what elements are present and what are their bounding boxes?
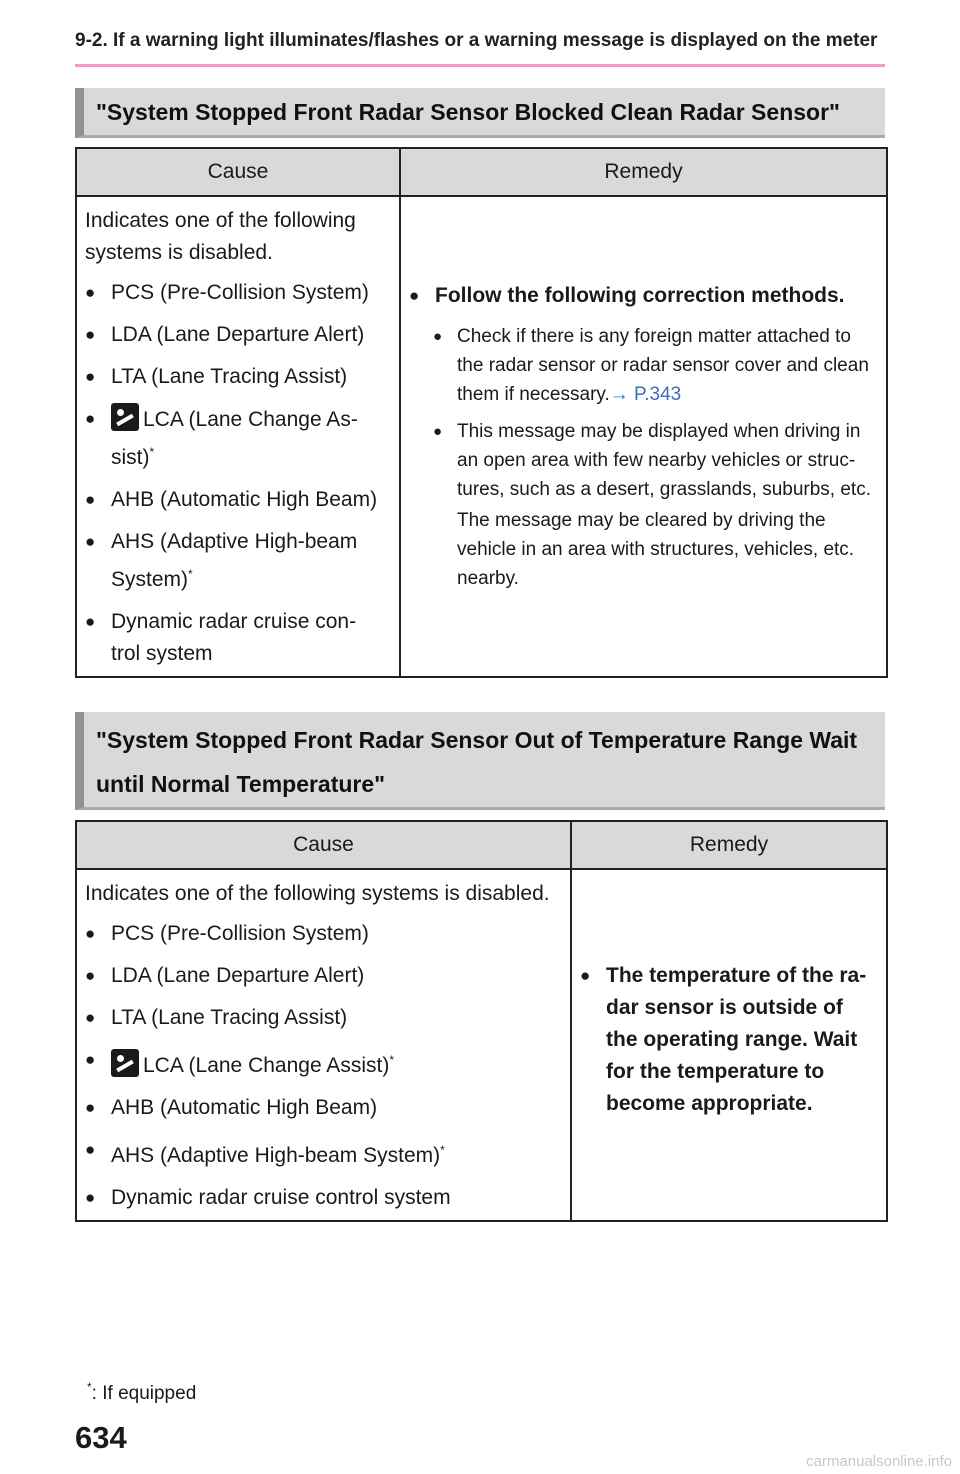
lca-icon <box>111 403 139 431</box>
list-item: ● PCS (Pre-Collision System) <box>85 918 562 950</box>
footnote-mark: * <box>440 1143 445 1157</box>
list-item: ● AHS (Adaptive High-beam System)* <box>85 1134 562 1172</box>
section1-remedy-sublist <box>409 322 878 504</box>
header-rule <box>75 64 885 67</box>
watermark: carmanualsonline.info <box>806 1453 952 1470</box>
section2-cause-list <box>85 918 562 1214</box>
section1-remedy-cell <box>400 196 887 677</box>
section1-cause-cell <box>76 196 400 677</box>
page-number: 634 <box>75 1420 127 1455</box>
section1-cause-list <box>85 277 391 670</box>
section1-cause-intro: Indicates one of the following systems is disabled. <box>85 209 356 264</box>
list-item: ● LTA (Lane Tracing Assist) <box>85 361 391 393</box>
section2-col-remedy: Remedy <box>571 821 887 869</box>
page-link[interactable]: → P.343 <box>609 384 682 405</box>
list-item: ● This message may be displayed when driving in an open area with few nearby vehicles or struc- tures, such as a desert, grasslands, suburbs, etc. <box>433 417 878 504</box>
section2-remedy-cell <box>571 869 887 1221</box>
section2-col-cause: Cause <box>76 821 571 869</box>
list-item: ● Dynamic radar cruise control system <box>85 1182 562 1214</box>
footnote-mark: * <box>87 1380 92 1394</box>
section2-cause-cell <box>76 869 571 1221</box>
list-item: ● AHB (Automatic High Beam) <box>85 1092 562 1124</box>
list-item: ● AHB (Automatic High Beam) <box>85 484 391 516</box>
list-item: ● LTA (Lane Tracing Assist) <box>85 1002 562 1034</box>
section1-remedy-note: The message may be cleared by driving the vehicle in an area with structures, vehicles, etc. nearby. <box>457 510 855 589</box>
lca-icon <box>111 1049 139 1077</box>
footnote: *: If equipped <box>87 1380 197 1404</box>
list-item: ● Check if there is any foreign matter attached to the radar sensor or radar sensor cover and clean them if necessary.→ P.343 <box>433 322 878 409</box>
page-header: 9-2. If a warning light illuminates/flashes or a warning message is displayed on the meter <box>75 30 878 51</box>
section1-remedy-list <box>409 280 878 312</box>
section2-table <box>75 820 888 1222</box>
section2-cause-intro: Indicates one of the following systems is disabled. <box>85 882 550 905</box>
list-item: ● LDA (Lane Departure Alert) <box>85 319 391 351</box>
list-item: ● Dynamic radar cruise con- trol system <box>85 606 391 670</box>
list-item: ● AHS (Adaptive High-beam System)* <box>85 526 391 596</box>
list-item: ● PCS (Pre-Collision System) <box>85 277 391 309</box>
footnote-mark: * <box>149 445 155 459</box>
list-item: ● LDA (Lane Departure Alert) <box>85 960 562 992</box>
section1-col-cause: Cause <box>76 148 400 196</box>
footnote-mark: * <box>389 1053 394 1067</box>
section2-title: "System Stopped Front Radar Sensor Out of Temperature Range Wait until Normal Temperature" <box>75 712 885 810</box>
list-item: ● The temperature of the ra- dar sensor is outside of the operating range. Wait for the temperature to become appropriate. <box>580 960 878 1120</box>
footnote-mark: * <box>188 567 193 581</box>
section1-col-remedy: Remedy <box>400 148 887 196</box>
section1-title: "System Stopped Front Radar Sensor Blocked Clean Radar Sensor" <box>75 88 885 138</box>
section2-remedy-list <box>580 960 878 1120</box>
section1-table <box>75 147 888 678</box>
list-item: ● LCA (Lane Change Assist)* <box>85 1044 562 1082</box>
list-item: ● LCA (Lane Change As- sist)* <box>85 403 391 474</box>
list-item: ● Follow the following correction methods. <box>409 280 878 312</box>
